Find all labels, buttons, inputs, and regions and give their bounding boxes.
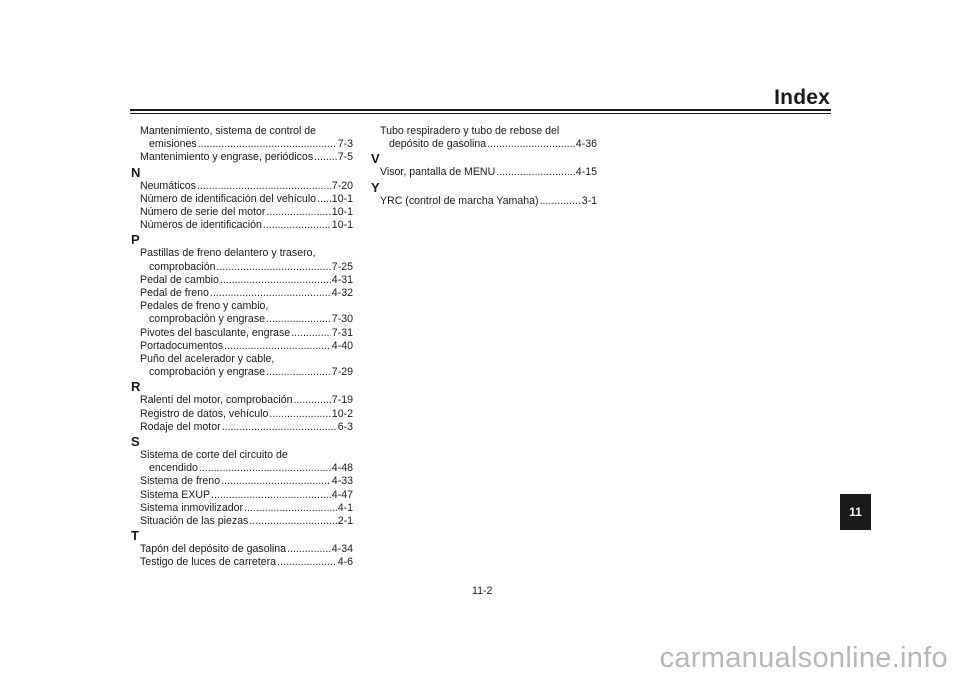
- index-entry-page: 2-1: [337, 515, 353, 528]
- index-entry[interactable]: [131, 502, 353, 515]
- index-entry[interactable]: [131, 340, 353, 353]
- leader-dots: [210, 287, 331, 300]
- index-letter-heading: T: [131, 528, 139, 544]
- index-entry-page: 4-40: [331, 339, 353, 352]
- index-entry-text: Tapón del depósito de gasolina: [140, 543, 287, 556]
- index-entry-text: encendido: [149, 462, 198, 475]
- index-entry[interactable]: [131, 353, 353, 379]
- index-entry[interactable]: [131, 489, 353, 502]
- index-entry-heading: Pastillas de freno delantero y trasero,: [140, 247, 316, 260]
- index-entry[interactable]: [131, 180, 353, 193]
- leader-dots: [224, 340, 331, 353]
- index-entry-text: Visor, pantalla de MENU: [380, 166, 496, 179]
- index-entry-text: Sistema EXUP: [140, 488, 211, 501]
- leader-dots: [220, 274, 331, 287]
- index-entry-text: Sistema de freno: [140, 475, 221, 488]
- leader-dots: [198, 138, 337, 151]
- index-entry-page: 4-34: [331, 543, 353, 556]
- index-letter-heading: P: [131, 232, 140, 248]
- index-entry-text: Pedal de freno: [140, 287, 209, 300]
- index-entry-heading: Mantenimiento, sistema de control de: [140, 125, 317, 137]
- leader-dots: [217, 261, 331, 274]
- index-entry-page: 10-1: [331, 219, 353, 232]
- index-entry-page: 7-25: [331, 260, 353, 273]
- index-entry-text: Pivotes del basculante, engrase: [140, 326, 291, 339]
- index-entry-text: emisiones: [149, 138, 197, 151]
- index-entry[interactable]: [131, 300, 353, 326]
- leader-dots: [294, 394, 331, 407]
- index-entry[interactable]: [131, 394, 353, 407]
- index-entry[interactable]: [131, 206, 353, 219]
- index-entry-page: 7-20: [331, 179, 353, 192]
- index-entry-text: Número de identificación del vehículo: [140, 192, 317, 205]
- leader-dots: [199, 462, 331, 475]
- leader-dots: [487, 138, 575, 151]
- index-letter-heading: R: [131, 379, 141, 395]
- index-entry-page: 10-1: [331, 206, 353, 219]
- index-entry-page: 3-1: [581, 194, 597, 207]
- index-entry[interactable]: [131, 543, 353, 556]
- index-entry[interactable]: [131, 449, 353, 475]
- header-rule-thick: [130, 109, 831, 111]
- leader-dots: [314, 151, 337, 164]
- index-entry-page: 4-6: [337, 556, 353, 569]
- index-entry-page: 4-33: [331, 475, 353, 488]
- index-entry[interactable]: [371, 166, 597, 179]
- leader-dots: [249, 515, 336, 528]
- index-entry-page: 7-3: [337, 138, 353, 151]
- index-entry-text: Número de serie del motor: [140, 206, 266, 219]
- index-entry-page: 7-30: [331, 313, 353, 326]
- header-rule-thin: [130, 113, 831, 114]
- leader-dots: [291, 327, 331, 340]
- watermark: carmanualsonline.info: [659, 642, 948, 674]
- leader-dots: [197, 180, 331, 193]
- index-entry[interactable]: [371, 195, 597, 208]
- page-title: Index: [774, 86, 830, 109]
- index-entry-heading: Pedales de freno y cambio,: [140, 300, 269, 313]
- index-letter-heading: S: [131, 434, 140, 450]
- index-entry-page: 7-5: [337, 151, 353, 164]
- index-entry[interactable]: [371, 125, 597, 151]
- index-entry[interactable]: [131, 193, 353, 206]
- index-column-right: [371, 125, 597, 208]
- leader-dots: [266, 206, 330, 219]
- index-entry-text: Registro de datos, vehículo: [140, 407, 269, 420]
- index-entry-page: 7-31: [331, 326, 353, 339]
- index-entry-page: 6-3: [337, 420, 353, 433]
- index-letter-heading: Y: [371, 179, 380, 195]
- index-entry-page: 7-19: [331, 394, 353, 407]
- index-entry[interactable]: [131, 219, 353, 232]
- leader-dots: [269, 408, 330, 421]
- index-entry[interactable]: [131, 421, 353, 434]
- index-entry[interactable]: [131, 327, 353, 340]
- index-entry-text: Testigo de luces de carretera: [140, 556, 277, 569]
- index-entry-page: 4-36: [575, 138, 597, 151]
- leader-dots: [211, 489, 331, 502]
- index-entry[interactable]: [131, 515, 353, 528]
- index-entry-text: depósito de gasolina: [389, 138, 487, 151]
- index-entry-heading: Puño del acelerador y cable,: [140, 353, 275, 366]
- index-entry[interactable]: [131, 274, 353, 287]
- index-entry[interactable]: [131, 408, 353, 421]
- index-letter-heading: V: [371, 151, 380, 167]
- index-entry-page: 4-1: [337, 501, 353, 514]
- leader-dots: [277, 556, 337, 569]
- index-entry-text: comprobación y engrase: [149, 366, 266, 379]
- index-entry-page: 4-32: [331, 287, 353, 300]
- leader-dots: [317, 193, 331, 206]
- index-letter-heading: N: [131, 164, 141, 180]
- leader-dots: [287, 543, 331, 556]
- index-column-left: [131, 125, 353, 570]
- leader-dots: [540, 195, 581, 208]
- leader-dots: [496, 166, 575, 179]
- index-entry[interactable]: [131, 247, 353, 273]
- index-entry[interactable]: [131, 125, 353, 151]
- index-entry-text: Neumáticos: [140, 179, 196, 192]
- index-entry-text: comprobación y engrase: [149, 313, 266, 326]
- index-entry-page: 10-1: [331, 192, 353, 205]
- page-number: 11-2: [472, 585, 493, 597]
- index-entry-text: Ralentí del motor, comprobación: [140, 394, 293, 407]
- index-entry[interactable]: [131, 475, 353, 488]
- index-entry-text: YRC (control de marcha Yamaha): [380, 194, 539, 207]
- index-entry[interactable]: [131, 287, 353, 300]
- index-entry-page: 4-15: [575, 166, 597, 179]
- leader-dots: [222, 421, 337, 434]
- index-entry[interactable]: [131, 151, 353, 164]
- leader-dots: [244, 502, 337, 515]
- leader-dots: [221, 475, 331, 488]
- index-entry-page: 7-29: [331, 366, 353, 379]
- index-entry-heading: Tubo respiradero y tubo de rebose del: [380, 125, 560, 137]
- index-entry-text: comprobación: [149, 260, 216, 273]
- index-entry-text: Sistema inmovilizador: [140, 501, 244, 514]
- index-entry-text: Pedal de cambio: [140, 273, 219, 286]
- leader-dots: [266, 366, 331, 379]
- index-entry-text: Números de identificación: [140, 219, 262, 232]
- index-entry-text: Mantenimiento y engrase, periódicos: [140, 151, 314, 164]
- index-entry-heading: Sistema de corte del circuito de: [140, 449, 288, 462]
- chapter-tab[interactable]: 11: [840, 494, 871, 530]
- index-entry-text: Situación de las piezas: [140, 515, 249, 528]
- index-entry-page: 4-31: [331, 273, 353, 286]
- leader-dots: [263, 219, 331, 232]
- index-entry[interactable]: [131, 556, 353, 569]
- index-entry-page: 10-2: [331, 407, 353, 420]
- index-entry-text: Rodaje del motor: [140, 420, 221, 433]
- leader-dots: [266, 313, 331, 326]
- index-entry-text: Portadocumentos: [140, 339, 224, 352]
- index-entry-page: 4-48: [331, 462, 353, 475]
- index-entry-page: 4-47: [331, 488, 353, 501]
